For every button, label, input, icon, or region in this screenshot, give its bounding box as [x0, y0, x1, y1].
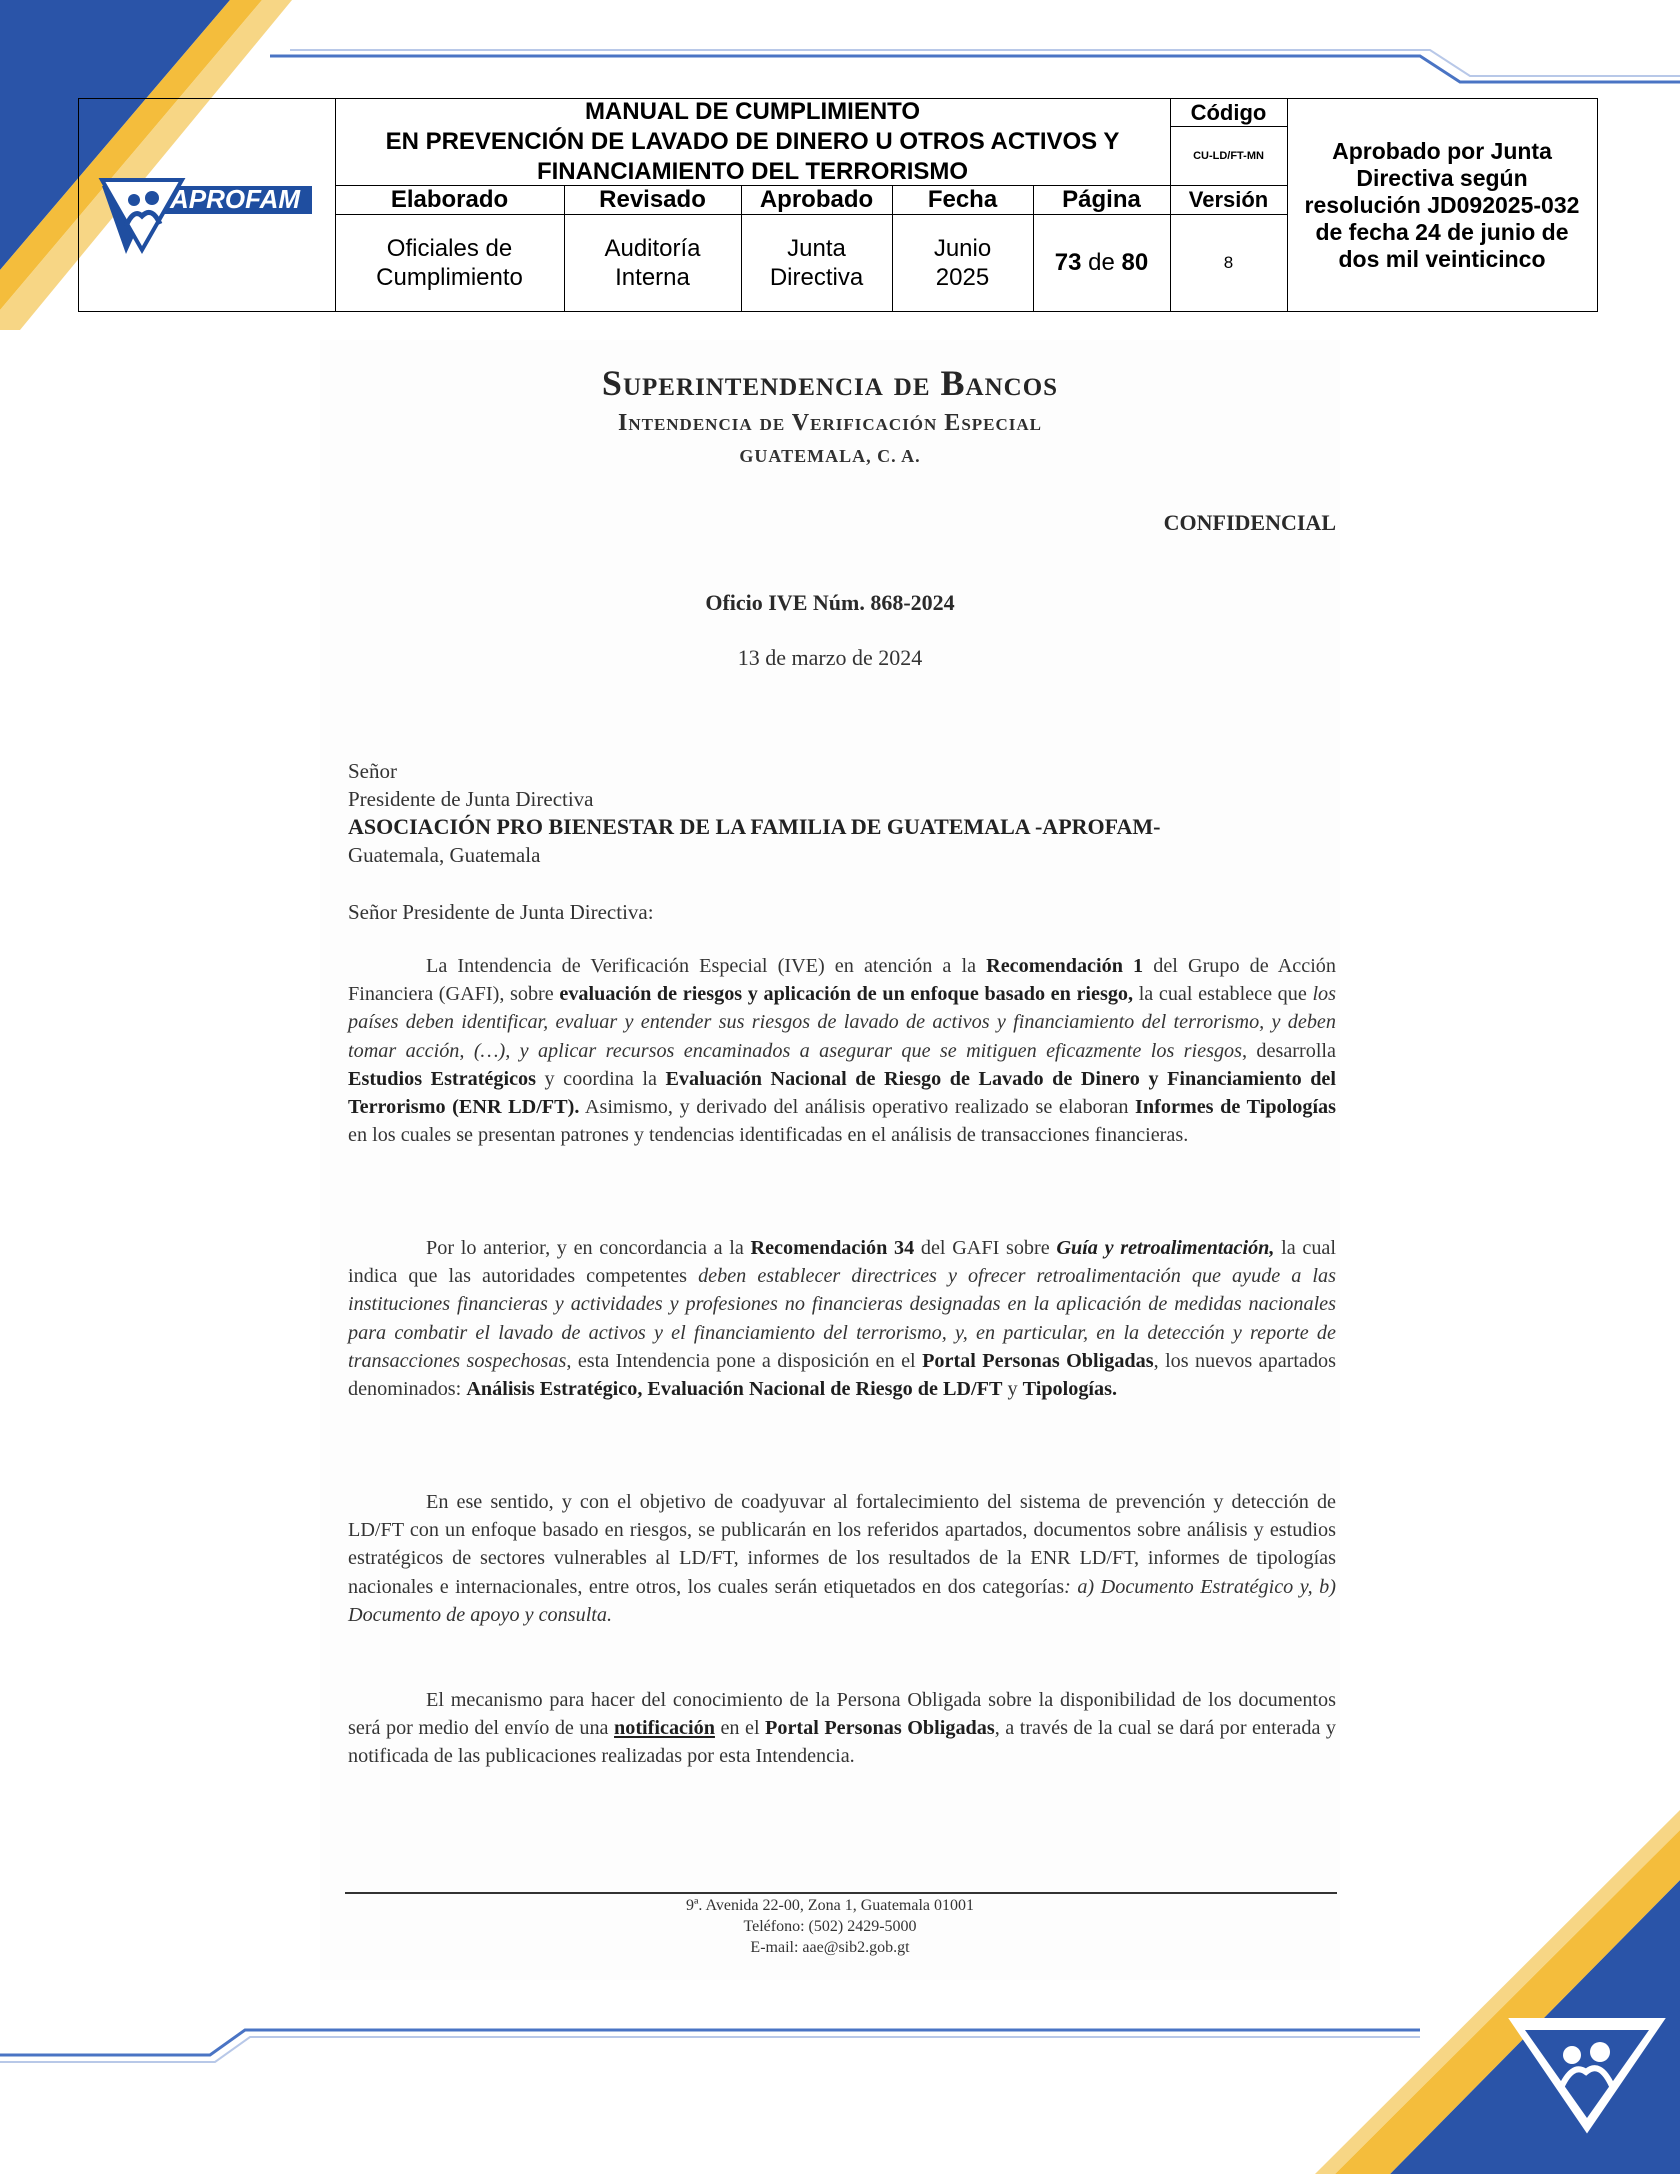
paragraph-2: Por lo anterior, y en concordancia a la Recomendación 34 del GAFI sobre Guía y retroalimentación, la cual indica que las autoridades competentes deben establecer directrices y ofrecer retroalimentación que ayude a las instituciones financieras y actividades y profesiones no financieras designadas en la aplicación de medidas nacionales para combatir el lavado de activos y el financiamiento del terrorismo, y, en particular, en la detección y reporte de transacciones sospechosas, esta Intendencia pone a disposición en el Portal Personas Obligadas, los nuevos apartados denominados: Análisis Estratégico, Evaluación Nacional de Riesgo de LD/FT y Tipologías. [348, 1237, 1336, 1401]
manual-title [335, 99, 1170, 185]
fecha-value [892, 214, 1033, 311]
recipient-location: Guatemala, Guatemala [348, 843, 541, 867]
letter-division: Intendencia de Verificación Especial [617, 410, 1043, 436]
recipient-block [348, 757, 1338, 869]
fecha-value-line-2: 2025 [935, 263, 990, 291]
elaborado-value-line-2: Cumplimiento [376, 263, 523, 291]
revisado-value [564, 214, 741, 311]
approval-note-line-2: Directiva según [1356, 164, 1528, 191]
revisado-label: Revisado [599, 185, 706, 213]
classification-label: CONFIDENCIAL [1163, 510, 1336, 535]
logo-text: APROFAM [170, 184, 300, 214]
codigo-label: Código [1190, 99, 1267, 125]
footer-address: 9ª. Avenida 22-00, Zona 1, Guatemala 01001 [685, 1897, 975, 1914]
approval-note [1287, 99, 1597, 311]
footer-phone: Teléfono: (502) 2429-5000 [743, 1918, 917, 1935]
aprobado-label: Aprobado [759, 185, 874, 213]
pagina-current: 73 [1054, 249, 1082, 276]
letter-city: GUATEMALA, C. A. [739, 446, 921, 466]
paragraph-1: La Intendencia de Verificación Especial (IVE) en atención a la Recomendación 1 del Grupo de Acción Financiera (GAFI), sobre evaluación de riesgos y aplicación de un enfoque basado en riesgo, la cual establece que los países deben identificar, evaluar y entender sus riesgos de lavado de activos y financiamiento del terrorismo, y deben tomar acción, (…), y aplicar recursos encaminados a asegurar que se mitiguen eficazmente los riesgos, desarrolla Estudios Estratégicos y coordina la Evaluación Nacional de Riesgo de Lavado de Dinero y Financiamiento del Terrorismo (ENR LD/FT). Asimismo, y derivado del análisis operativo realizado se elaboran Informes de Tipologías en los cuales se presentan patrones y tendencias identificadas en el análisis de transacciones financieras. [348, 955, 1337, 1147]
recipient-salutation: Señor [348, 759, 397, 783]
footer-email: E-mail: aae@sib2.gob.gt [750, 1939, 910, 1956]
approval-note-line-3: resolución JD092025-032 [1304, 191, 1580, 218]
aprofam-logo [79, 99, 335, 311]
elaborado-value-line-1: Oficiales de [386, 234, 513, 262]
approval-note-line-1: Aprobado por Junta [1332, 137, 1552, 164]
pagina-value [1033, 214, 1170, 311]
footer-divider [345, 1892, 1337, 1894]
manual-title-line-3: FINANCIAMIENTO DEL TERRORISMO [536, 158, 969, 185]
recipient-organization: ASOCIACIÓN PRO BIENESTAR DE LA FAMILIA DE GUATEMALA -APROFAM- [348, 814, 1161, 839]
paragraph-4: El mecanismo para hacer del conocimiento de la Persona Obligada sobre la disponibilidad de los documentos será por medio del envío de una notificación en el Portal Personas Obligadas, a través de la cual se dará por enterada y notificada de las publicaciones realizadas por esta Intendencia. [348, 1689, 1336, 1768]
version-label: Versión [1188, 186, 1269, 212]
recipient-position: Presidente de Junta Directiva [348, 787, 594, 811]
approval-note-line-5: dos mil veinticinco [1338, 245, 1546, 272]
document-header-table [78, 98, 1598, 312]
paragraph-3: En ese sentido, y con el objetivo de coadyuvar al fortalecimiento del sistema de prevención y detección de LD/FT con un enfoque basado en riesgos, se publicarán en los referidos apartados, documentos sobre análisis y estudios estratégicos de sectores vulnerables al LD/FT, informes de los resultados de la ENR LD/FT, informes de tipologías nacionales e internacionales, entre otros, los cuales serán etiquetados en dos categorías: a) Documento Estratégico y, b) Documento de apoyo y consulta. [348, 1491, 1336, 1626]
manual-title-line-1: MANUAL DE CUMPLIMIENTO [584, 98, 921, 125]
fecha-value-line-1: Junio [933, 234, 992, 262]
letter-date: 13 de marzo de 2024 [737, 645, 923, 670]
version-value: 8 [1223, 252, 1234, 272]
pagina-total: 80 [1121, 249, 1149, 276]
fecha-label: Fecha [927, 185, 998, 213]
letter-institution: Superintendencia de Bancos [601, 363, 1059, 403]
oficio-number: Oficio IVE Núm. 868-2024 [705, 590, 955, 615]
aprobado-value [741, 214, 892, 311]
approval-note-line-4: de fecha 24 de junio de [1315, 218, 1569, 245]
manual-title-line-2: EN PREVENCIÓN DE LAVADO DE DINERO U OTROS ACTIVOS Y [385, 128, 1120, 155]
pagina-label: Página [1062, 185, 1141, 213]
elaborado-value [335, 214, 564, 311]
aprofam-logo-icon [92, 150, 322, 260]
codigo-value: CU-LD/FT-MN [1193, 149, 1264, 162]
pagina-de: de [1088, 249, 1115, 276]
aprobado-value-line-1: Junta [787, 234, 846, 262]
revisado-value-line-1: Auditoría [604, 234, 701, 262]
aprobado-value-line-2: Directiva [769, 263, 864, 291]
elaborado-label: Elaborado [390, 185, 509, 213]
revisado-value-line-2: Interna [615, 263, 690, 291]
letter-greeting: Señor Presidente de Junta Directiva: [348, 900, 654, 924]
